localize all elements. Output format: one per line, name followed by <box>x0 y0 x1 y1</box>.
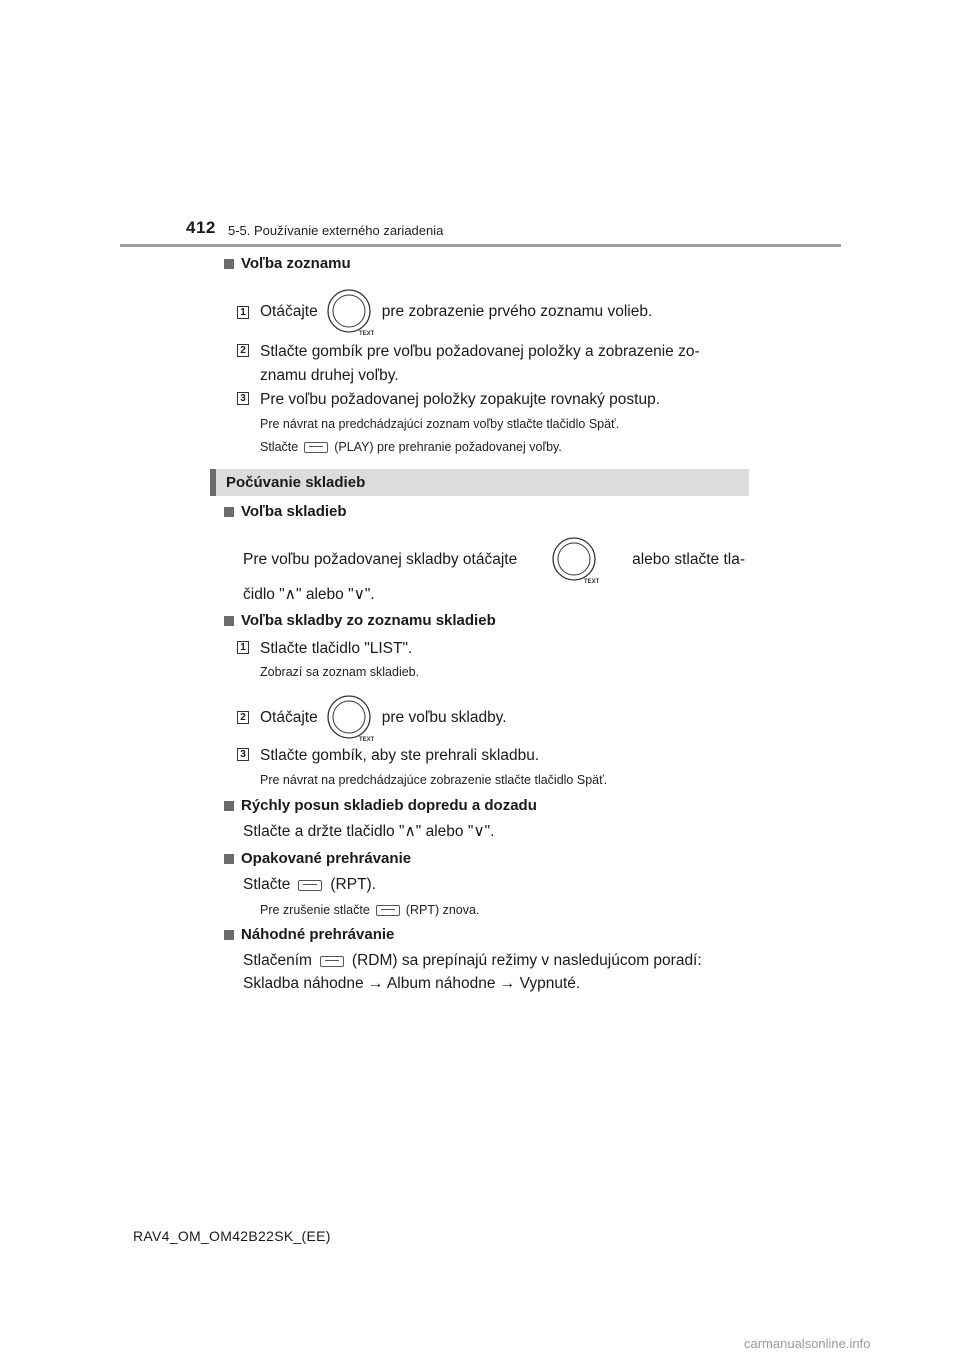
body-text: (RPT). <box>330 876 377 893</box>
header-divider <box>120 244 841 247</box>
body-text: Stlačte <box>243 876 291 893</box>
body-text: alebo stlačte tla- <box>632 551 745 568</box>
step-track-3: Stlačte gombík, aby ste prehrali skladbu. <box>260 747 540 764</box>
step-text: pre voľbu skladby. <box>381 709 507 726</box>
watermark: carmanualsonline.info <box>744 1336 871 1351</box>
page-number: 412 <box>186 218 216 237</box>
body-text: (RDM) sa prepínajú režimy v nasledujúcom poradí: <box>351 952 702 969</box>
button-icon <box>298 880 322 891</box>
svg-text:TEXT: TEXT <box>358 737 374 742</box>
repeat-note <box>260 903 479 917</box>
step-number: 1 <box>237 641 249 654</box>
step-list-3: Pre voľbu požadovanej položky zopakujte rovnaký postup. <box>260 391 661 408</box>
heading-text: Voľba skladby zo zoznamu skladieb <box>241 612 496 629</box>
text-knob-icon <box>551 536 599 584</box>
step-number: 2 <box>237 711 249 724</box>
note-back-display: Pre návrat na predchádzajúce zobrazenie stlačte tlačidlo Späť. <box>260 773 608 787</box>
square-bullet-icon <box>224 801 234 811</box>
step-list-1 <box>260 288 652 336</box>
heading-track-list <box>224 612 496 629</box>
body-text: Pre voľbu požadovanej skladby otáčajte <box>243 551 518 568</box>
step-text: pre zobrazenie prvého zoznamu volieb. <box>381 303 653 320</box>
body-text: Stlačením <box>243 952 312 969</box>
svg-text:TEXT: TEXT <box>583 579 599 584</box>
note-list-shown: Zobrazí sa zoznam skladieb. <box>260 665 420 679</box>
step-track-2 <box>260 694 507 742</box>
heading-list-select <box>224 255 351 272</box>
fast-text: Stlačte a držte tlačidlo "∧" alebo "∨". <box>243 823 495 840</box>
square-bullet-icon <box>224 616 234 626</box>
square-bullet-icon <box>224 854 234 864</box>
step-number: 1 <box>237 306 249 319</box>
step-number: 2 <box>237 344 249 357</box>
button-icon <box>320 956 344 967</box>
note-text: Stlačte <box>260 440 299 454</box>
heading-text: Rýchly posun skladieb dopredu a dozadu <box>241 797 537 814</box>
step-number: 3 <box>237 748 249 761</box>
step-list-2 <box>260 340 700 388</box>
heading-text: Opakované prehrávanie <box>241 850 412 867</box>
step-number: 3 <box>237 392 249 405</box>
note-text: Pre zrušenie stlačte <box>260 903 370 917</box>
note-text: (PLAY) pre prehranie požadovanej voľby. <box>334 440 562 454</box>
text-knob-icon <box>326 694 374 742</box>
heading-repeat <box>224 850 411 867</box>
heading-text: Voľba zoznamu <box>241 255 351 272</box>
svg-text:TEXT: TEXT <box>358 331 374 336</box>
track-select-line1 <box>243 536 745 584</box>
step-text: Otáčajte <box>260 709 318 726</box>
note-text: (RPT) znova. <box>405 903 480 917</box>
heading-text: Voľba skladieb <box>241 503 347 520</box>
track-select-line2: čidlo "∧" alebo "∨". <box>243 586 375 603</box>
text-knob-icon <box>326 288 374 336</box>
step-text-line: Stlačte gombík pre voľbu požadovanej položky a zobrazenie zo- <box>260 343 700 360</box>
random-text <box>243 949 702 973</box>
step-text: Otáčajte <box>260 303 318 320</box>
square-bullet-icon <box>224 930 234 940</box>
repeat-text <box>243 873 376 897</box>
note-play <box>260 440 562 454</box>
document-code: RAV4_OM_OM42B22SK_(EE) <box>133 1228 331 1244</box>
heading-track-select <box>224 503 347 520</box>
heading-fast-forward <box>224 797 537 814</box>
section-title-bar: Počúvanie skladieb <box>210 469 749 496</box>
step-text-line: znamu druhej voľby. <box>260 367 399 384</box>
step-track-1: Stlačte tlačidlo "LIST". <box>260 640 413 657</box>
heading-text: Náhodné prehrávanie <box>241 926 395 943</box>
note-back: Pre návrat na predchádzajúci zoznam voľby stlačte tlačidlo Späť. <box>260 417 620 431</box>
section-reference: 5-5. Používanie externého zariadenia <box>228 223 444 238</box>
random-sequence: Skladba náhodne → Album náhodne → Vypnuté. <box>243 975 581 992</box>
heading-random <box>224 926 394 943</box>
button-icon <box>376 905 400 916</box>
button-icon <box>304 442 328 453</box>
square-bullet-icon <box>224 259 234 269</box>
square-bullet-icon <box>224 507 234 517</box>
